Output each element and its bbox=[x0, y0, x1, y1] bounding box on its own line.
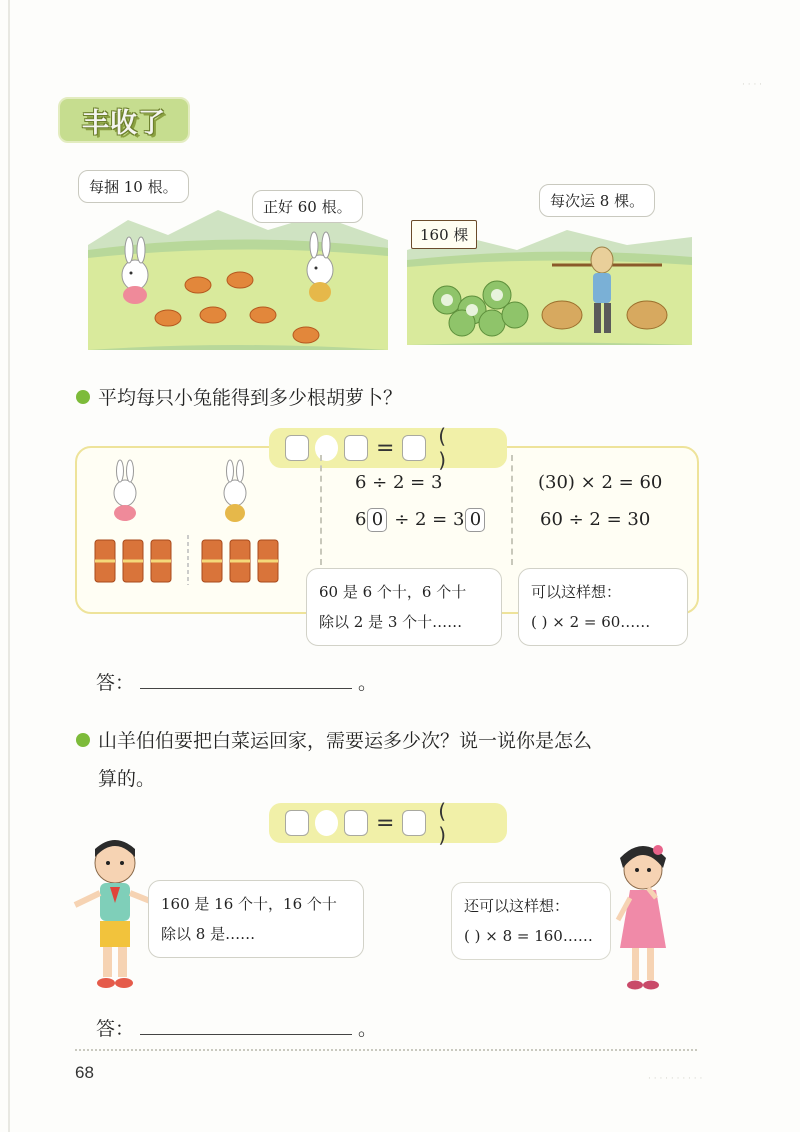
hint-tens-reasoning bbox=[306, 568, 502, 646]
equation-sixty-div-two bbox=[355, 508, 486, 532]
answer-line-2 bbox=[96, 1014, 377, 1041]
dashed-divider-left bbox=[320, 455, 322, 565]
answer-input-1[interactable] bbox=[140, 671, 352, 689]
formula-blank-2[interactable] bbox=[344, 435, 368, 461]
eq2-middle: ÷ 2 = 3 bbox=[394, 509, 465, 530]
question-2-text-line-2: 算的。 bbox=[98, 768, 156, 790]
lesson-title: 丰收了 bbox=[82, 107, 166, 139]
eq2-boxed-zero-left: 0 bbox=[367, 508, 387, 532]
answer-label-2: 答： bbox=[96, 1018, 135, 1040]
equals-sign: = bbox=[376, 810, 395, 836]
hint-girl-line-2: ( ) × 8 = 160…… bbox=[464, 927, 593, 945]
equation-sixty-div-two-result: 60 ÷ 2 = 30 bbox=[540, 509, 651, 530]
equals-sign: = bbox=[376, 435, 395, 461]
speech-bubble-per-trip: 每次运 8 棵。 bbox=[539, 184, 655, 217]
dashed-divider-right bbox=[511, 455, 513, 565]
answer-period-2: 。 bbox=[358, 1018, 378, 1040]
question-1-text: 平均每只小兔能得到多少根胡萝卜？ bbox=[98, 387, 403, 409]
speech-bubble-each-bundle: 每捆 10 根。 bbox=[78, 170, 189, 203]
faint-footer-mark: · · · · · · · · · · bbox=[648, 1074, 703, 1084]
answer-label-1: 答： bbox=[96, 672, 135, 694]
operator-blank-1[interactable] bbox=[315, 810, 339, 836]
formula-bar-2 bbox=[269, 799, 507, 847]
answer-line-1 bbox=[96, 668, 377, 695]
unit-blank[interactable]: ( ) bbox=[438, 799, 464, 847]
hint-boy-line-1: 160 是 16 个十，16 个十 bbox=[161, 895, 337, 913]
formula-blank-2[interactable] bbox=[344, 810, 368, 836]
speech-bubble-exactly-60: 正好 60 根。 bbox=[252, 190, 363, 223]
question-1 bbox=[76, 383, 402, 410]
answer-input-2[interactable] bbox=[140, 1017, 352, 1035]
hint-girl-speech bbox=[451, 882, 611, 960]
bullet-dot-icon bbox=[76, 733, 90, 747]
eq2-boxed-zero-right: 0 bbox=[465, 508, 485, 532]
faint-corner-mark: · · · · bbox=[742, 80, 763, 90]
hint-tens-line-1: 60 是 6 个十，6 个十 bbox=[319, 583, 467, 601]
hint-tens-line-2: 除以 2 是 3 个十…… bbox=[319, 613, 463, 631]
page-edge bbox=[8, 0, 10, 1132]
lesson-title-banner bbox=[58, 97, 190, 143]
formula-blank-1[interactable] bbox=[285, 810, 309, 836]
question-2-text-line-1: 山羊伯伯要把白菜运回家，需要运多少次？说一说你是怎么 bbox=[98, 730, 593, 752]
hint-boy-speech bbox=[148, 880, 364, 958]
formula-bar-1 bbox=[269, 424, 507, 472]
girl-illustration bbox=[608, 840, 678, 995]
bullet-dot-icon bbox=[76, 390, 90, 404]
footer-dotted-rule bbox=[75, 1049, 697, 1051]
hint-girl-line-1: 还可以这样想： bbox=[464, 897, 570, 915]
result-blank[interactable] bbox=[402, 810, 426, 836]
eq2-digit-six: 6 bbox=[355, 509, 367, 530]
result-blank[interactable] bbox=[402, 435, 426, 461]
operator-blank-1[interactable] bbox=[315, 435, 339, 461]
hint-mult-line-1: 可以这样想： bbox=[531, 583, 622, 601]
equation-thirty-times-two: (30) × 2 = 60 bbox=[538, 472, 663, 493]
hint-boy-line-2: 除以 8 是…… bbox=[161, 925, 256, 943]
rabbits-and-bundles-illustration bbox=[90, 455, 290, 590]
unit-blank[interactable]: ( ) bbox=[438, 424, 464, 472]
hint-mult-line-2: ( ) × 2 = 60…… bbox=[531, 613, 651, 631]
cabbage-count-sign: 160 棵 bbox=[411, 220, 477, 249]
question-2 bbox=[76, 722, 592, 798]
page-number: 68 bbox=[75, 1063, 94, 1082]
equation-six-div-two: 6 ÷ 2 = 3 bbox=[355, 472, 443, 493]
boy-illustration bbox=[70, 835, 155, 995]
answer-period-1: 。 bbox=[358, 672, 378, 694]
hint-multiplication-reasoning bbox=[518, 568, 688, 646]
